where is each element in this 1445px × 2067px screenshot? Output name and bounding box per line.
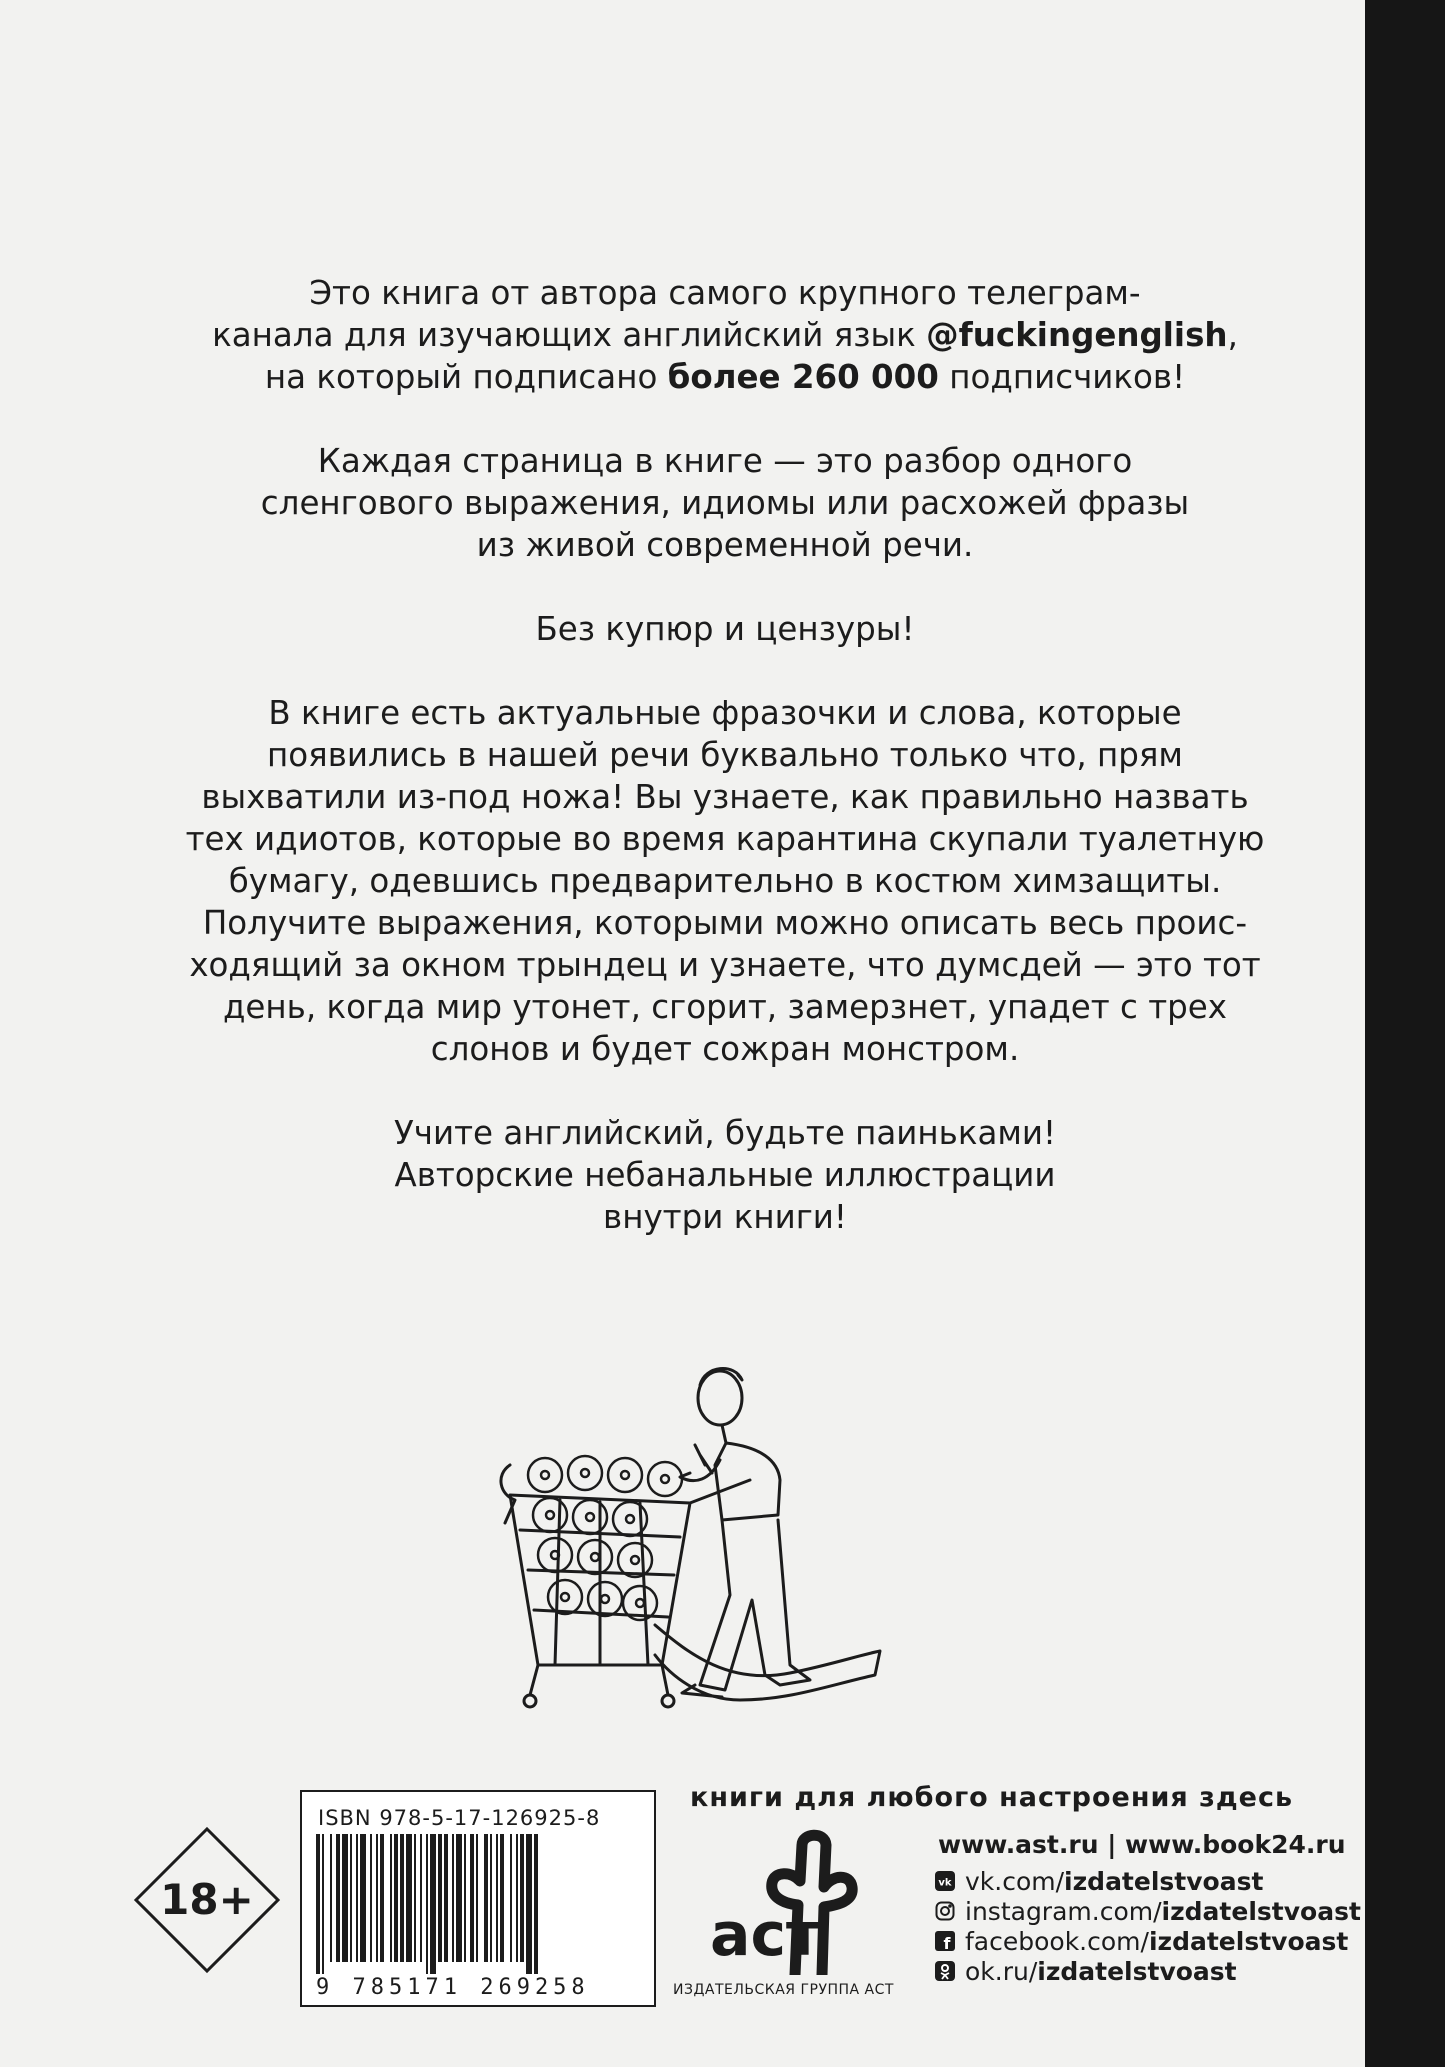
blurb-paragraph-3: Без купюр и цензуры!	[535, 610, 915, 648]
barcode-bar	[464, 1834, 466, 1962]
blurb-paragraph-5: Учите английский, будьте паиньками! Авторские небанальные иллюстрации внутри книги!	[393, 1114, 1057, 1236]
barcode-bar	[516, 1834, 518, 1962]
blurb-paragraph-2: Каждая страница в книге — это разбор одного сленгового выражения, идиомы или расхожей фразы из живой современной речи.	[260, 442, 1190, 564]
barcode-bar	[430, 1834, 436, 1974]
barcode-bar	[490, 1834, 492, 1962]
social-link-ok[interactable]: ok.ru/ izdatelstvoast	[935, 1956, 1361, 1986]
barcode-bar	[484, 1834, 488, 1962]
blurb-paragraph-1: Это книга от автора самого крупного телеграм- канала для изучающих английский язык @fuckingenglish, на который подписано более 260 000 подписчиков!	[212, 274, 1238, 396]
publisher-tagline: книги для любого настроения здесь	[690, 1782, 1294, 1813]
cover-edge	[1365, 0, 1445, 2067]
barcode-bar	[470, 1834, 474, 1962]
barcode-bar	[456, 1834, 462, 1962]
barcode-bar	[438, 1834, 442, 1962]
barcode-bar	[330, 1834, 332, 1962]
shopping-cart-illustration	[490, 1355, 900, 1715]
isbn-barcode	[300, 1790, 656, 2007]
instagram-icon	[935, 1901, 955, 1921]
barcode-bar	[390, 1834, 392, 1962]
ast-logo-text: аст	[710, 1900, 821, 1970]
blurb-paragraph-4: В книге есть актуальные фразочки и слова, которые появились в нашей речи буквально только что, прям выхватили из-под ножа! Вы узнаете, как правильно назвать тех идиотов, которые во время карантина скупали туалетную бумагу, одевшись предварительно в костюм химзащиты. Получите выражения, которыми можно описать весь проис- ходящий за окном трындец и узнаете, что думсдей — это тот день, когда мир утонет, сгорит, замерзнет, упадет с трех слонов и будет сожран монстром.	[185, 694, 1265, 1068]
barcode-bar	[380, 1834, 384, 1962]
barcode-bar	[496, 1834, 498, 1962]
channel-handle: @fuckingenglish	[926, 316, 1228, 354]
vk-icon	[935, 1871, 955, 1891]
blurb-text	[150, 272, 1300, 1280]
subscriber-count: более 260 000	[667, 358, 939, 396]
barcode-bar	[360, 1834, 366, 1962]
ast-logo	[700, 1825, 900, 1975]
barcode-bars	[314, 1834, 642, 1974]
barcode-bar	[534, 1834, 538, 1974]
barcode-bar	[322, 1834, 324, 1974]
barcode-bar	[400, 1834, 404, 1962]
barcode-bar	[476, 1834, 478, 1962]
barcode-bar	[376, 1834, 378, 1962]
barcode-bar	[336, 1834, 340, 1962]
barcode-bar	[444, 1834, 448, 1962]
barcode-bar	[500, 1834, 504, 1962]
barcode-bar	[316, 1834, 320, 1974]
social-link-instagram[interactable]: instagram.com/ izdatelstvoast	[935, 1896, 1361, 1926]
barcode-bar	[394, 1834, 398, 1962]
barcode-bar	[510, 1834, 512, 1962]
barcode-bar	[420, 1834, 422, 1962]
barcode-bar	[370, 1834, 372, 1962]
isbn-label: ISBN 978-5-17-126925-8	[318, 1806, 601, 1830]
ok-icon	[935, 1961, 955, 1981]
social-links	[935, 1866, 1361, 1986]
barcode-bar	[526, 1834, 532, 1974]
barcode-bar	[452, 1834, 454, 1962]
barcode-bar	[350, 1834, 352, 1962]
svg-text:vk: vk	[938, 1877, 952, 1889]
barcode-bar	[426, 1834, 428, 1974]
social-link-vk[interactable]: vk vk.com/ izdatelstvoast	[935, 1866, 1361, 1896]
barcode-bar	[520, 1834, 524, 1962]
barcode-bar	[406, 1834, 412, 1962]
svg-text:f: f	[943, 1934, 951, 1951]
barcode-bar	[342, 1834, 348, 1962]
publisher-name: ИЗДАТЕЛЬСКАЯ ГРУППА АСТ	[673, 1982, 894, 1998]
isbn-digits: 9 785171 269258	[316, 1975, 590, 2000]
age-rating-label: 18+	[160, 1875, 254, 1924]
barcode-bar	[356, 1834, 358, 1962]
barcode-bar	[414, 1834, 416, 1962]
social-link-facebook[interactable]: f facebook.com/ izdatelstvoast	[935, 1926, 1361, 1956]
facebook-icon	[935, 1931, 955, 1951]
publisher-websites: www.ast.ru | www.book24.ru	[938, 1830, 1346, 1859]
